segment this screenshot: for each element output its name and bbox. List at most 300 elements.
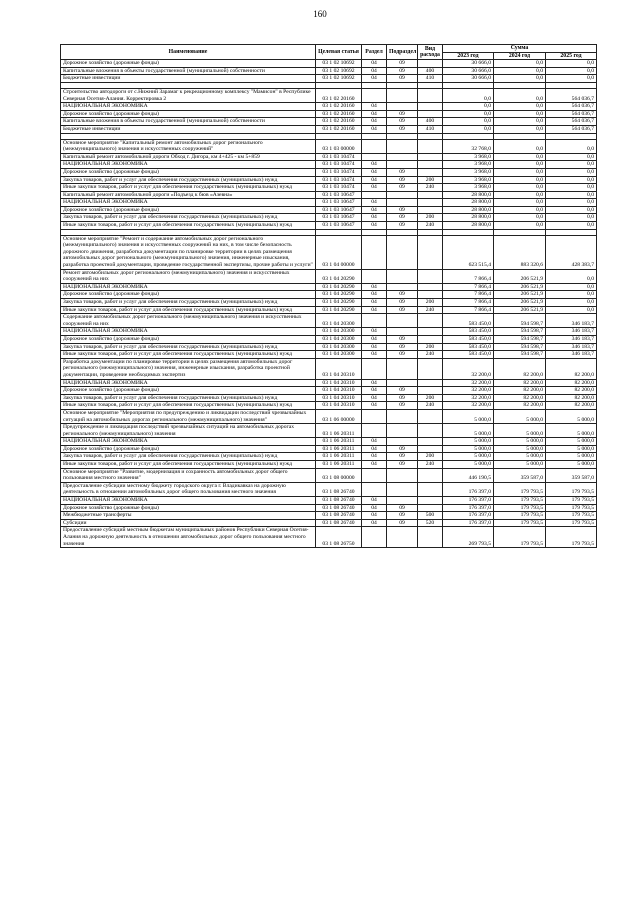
table-row (61, 191, 597, 199)
cell-2023: 5 000,0 (443, 409, 494, 423)
table-row (61, 461, 597, 469)
cell-2025: 179 793,5 (546, 519, 597, 527)
cell-subsection (387, 153, 418, 161)
cell-subsection (387, 424, 418, 438)
cell-name: Иные закупки товаров, работ и услуг для обеспечения государственных (муниципальных) нужд (61, 402, 316, 410)
cell-2024: 206 521,9 (494, 291, 546, 299)
cell-expense-type (418, 335, 443, 343)
cell-2025: 564 036,7 (546, 125, 597, 133)
table-row (61, 214, 597, 222)
cell-section: 04 (362, 184, 387, 192)
cell-section: 04 (362, 351, 387, 359)
cell-subsection: 09 (387, 512, 418, 520)
cell-subsection: 09 (387, 306, 418, 314)
cell-subsection: 09 (387, 453, 418, 461)
cell-article: 03 1 04 20310 (316, 379, 362, 387)
cell-2025: 0,0 (546, 191, 597, 199)
cell-2023: 0,0 (443, 118, 494, 126)
cell-article: 03 1 06 20311 (316, 438, 362, 446)
cell-subsection (387, 468, 418, 482)
cell-2024: 0,0 (494, 191, 546, 199)
cell-2023: 583 450,0 (443, 343, 494, 351)
cell-expense-type: 400 (418, 118, 443, 126)
cell-article: 03 1 03 10474 (316, 168, 362, 176)
cell-article: 03 1 04 20290 (316, 283, 362, 291)
table-row (61, 291, 597, 299)
cell-article: 03 1 04 20300 (316, 314, 362, 328)
cell-2025: 359 587,0 (546, 468, 597, 482)
cell-name: Закупка товаров, работ и услуг для обеспечения государственных (муниципальных) нужд (61, 394, 316, 402)
table-row (61, 453, 597, 461)
cell-2024: 0,0 (494, 110, 546, 118)
cell-name: Закупка товаров, работ и услуг для обеспечения государственных (муниципальных) нужд (61, 453, 316, 461)
cell-article: 03 1 03 10647 (316, 206, 362, 214)
cell-2025: 179 793,5 (546, 512, 597, 520)
cell-article: 03 1 02 10692 (316, 60, 362, 68)
cell-expense-type (418, 438, 443, 446)
cell-2025: 428 383,7 (546, 235, 597, 269)
table-row (61, 269, 597, 283)
cell-subsection (387, 497, 418, 505)
cell-section: 04 (362, 199, 387, 207)
cell-name: Ремонт автомобильных дорог регионального (межмуниципального) значения и искусственных сооружений на них (61, 269, 316, 283)
cell-2023: 32 200,0 (443, 379, 494, 387)
cell-section (362, 424, 387, 438)
cell-2023: 583 450,0 (443, 351, 494, 359)
table-row (61, 88, 597, 102)
cell-article: 03 1 06 20311 (316, 424, 362, 438)
cell-section: 04 (362, 504, 387, 512)
cell-2024: 359 587,0 (494, 468, 546, 482)
page-number: 160 (313, 9, 327, 19)
cell-2023: 176 397,0 (443, 482, 494, 496)
cell-name: Закупка товаров, работ и услуг для обеспечения государственных (муниципальных) нужд (61, 176, 316, 184)
cell-subsection: 09 (387, 176, 418, 184)
cell-2023: 7 866,4 (443, 291, 494, 299)
cell-2023: 28 800,0 (443, 191, 494, 199)
cell-expense-type (418, 314, 443, 328)
cell-2024: 0,0 (494, 75, 546, 83)
cell-article: 03 1 08 26740 (316, 512, 362, 520)
header-article: Целевая статья (316, 45, 362, 60)
cell-expense-type (418, 199, 443, 207)
cell-2023: 623 515,4 (443, 235, 494, 269)
cell-article: 03 1 08 26750 (316, 527, 362, 548)
cell-2023: 5 000,0 (443, 424, 494, 438)
cell-section (362, 409, 387, 423)
cell-subsection (387, 269, 418, 283)
cell-section: 04 (362, 453, 387, 461)
cell-section: 04 (362, 176, 387, 184)
cell-2023: 3 968,0 (443, 161, 494, 169)
header-section: Раздел (362, 45, 387, 60)
cell-section: 04 (362, 335, 387, 343)
cell-expense-type: 200 (418, 453, 443, 461)
cell-section (362, 153, 387, 161)
cell-2023: 5 000,0 (443, 445, 494, 453)
cell-name: Основное мероприятие "Развитие, модернизация и сохранность автомобильных дорог общего пользования местного значения" (61, 468, 316, 482)
cell-2023: 28 800,0 (443, 214, 494, 222)
table-row (61, 206, 597, 214)
table-row (61, 394, 597, 402)
cell-subsection: 09 (387, 445, 418, 453)
cell-expense-type: 400 (418, 67, 443, 75)
cell-subsection: 09 (387, 206, 418, 214)
cell-2024: 0,0 (494, 118, 546, 126)
cell-name: Межбюджетные трансферты (61, 512, 316, 520)
cell-article: 03 1 02 20160 (316, 88, 362, 102)
cell-article: 03 1 04 20310 (316, 394, 362, 402)
cell-expense-type: 410 (418, 125, 443, 133)
cell-section: 04 (362, 394, 387, 402)
cell-2025: 0,0 (546, 176, 597, 184)
cell-2023: 32 768,0 (443, 139, 494, 153)
cell-expense-type: 240 (418, 461, 443, 469)
cell-name: Предупреждение и ликвидация последствий чрезвычайных ситуаций на автомобильных дорогах регионального (межмуниципального) значения (61, 424, 316, 438)
cell-name: Бюджетные инвестиции (61, 75, 316, 83)
cell-article: 03 1 04 20290 (316, 306, 362, 314)
cell-article: 03 1 03 10647 (316, 222, 362, 230)
cell-subsection: 09 (387, 67, 418, 75)
cell-name: Закупка товаров, работ и услуг для обеспечения государственных (муниципальных) нужд (61, 214, 316, 222)
cell-2025: 0,0 (546, 184, 597, 192)
cell-name: Содержание автомобильных дорог регионального (межмуниципального) значения и искусственных сооружений на них (61, 314, 316, 328)
cell-name: Дорожное хозяйство (дорожные фонды) (61, 110, 316, 118)
table-row (61, 482, 597, 496)
cell-2025: 0,0 (546, 153, 597, 161)
cell-2025: 0,0 (546, 139, 597, 153)
cell-expense-type (418, 283, 443, 291)
cell-subsection: 09 (387, 110, 418, 118)
cell-section: 04 (362, 214, 387, 222)
cell-2023: 269 793,5 (443, 527, 494, 548)
cell-expense-type: 240 (418, 306, 443, 314)
cell-expense-type: 200 (418, 214, 443, 222)
cell-name: Иные закупки товаров, работ и услуг для обеспечения государственных (муниципальных) нужд (61, 222, 316, 230)
cell-subsection (387, 409, 418, 423)
cell-2023: 583 450,0 (443, 314, 494, 328)
cell-2024: 82 200,0 (494, 358, 546, 379)
cell-subsection (387, 379, 418, 387)
cell-expense-type (418, 497, 443, 505)
cell-section: 04 (362, 168, 387, 176)
cell-2025: 0,0 (546, 283, 597, 291)
cell-2025: 179 793,5 (546, 497, 597, 505)
cell-section (362, 139, 387, 153)
cell-2025: 0,0 (546, 291, 597, 299)
table-row (61, 379, 597, 387)
cell-subsection: 09 (387, 335, 418, 343)
budget-table (60, 44, 597, 548)
cell-2023: 32 200,0 (443, 387, 494, 395)
cell-expense-type (418, 527, 443, 548)
cell-subsection (387, 283, 418, 291)
cell-2025: 0,0 (546, 60, 597, 68)
cell-2025: 346 183,7 (546, 314, 597, 328)
cell-2024: 0,0 (494, 214, 546, 222)
cell-section (362, 269, 387, 283)
cell-expense-type: 240 (418, 351, 443, 359)
cell-article: 03 1 03 10647 (316, 214, 362, 222)
cell-2025: 82 200,0 (546, 394, 597, 402)
cell-2025: 5 000,0 (546, 438, 597, 446)
cell-name: Дорожное хозяйство (дорожные фонды) (61, 206, 316, 214)
cell-subsection (387, 191, 418, 199)
table-row (61, 139, 597, 153)
cell-2023: 3 968,0 (443, 176, 494, 184)
cell-2025: 0,0 (546, 222, 597, 230)
cell-name: НАЦИОНАЛЬНАЯ ЭКОНОМИКА (61, 497, 316, 505)
cell-2023: 176 397,0 (443, 519, 494, 527)
table-row (61, 299, 597, 307)
cell-2023: 3 968,0 (443, 168, 494, 176)
table-row (61, 110, 597, 118)
cell-name: Дорожное хозяйство (дорожные фонды) (61, 335, 316, 343)
cell-subsection: 09 (387, 343, 418, 351)
cell-2024: 5 000,0 (494, 461, 546, 469)
cell-subsection (387, 199, 418, 207)
cell-name: Строительство автодороги от с.Нижний Зарамаг к рекреационному комплексу "Мамисон" в Республике Северная Осетия-Алания. Корректировка 2 (61, 88, 316, 102)
cell-subsection: 09 (387, 118, 418, 126)
cell-2024: 82 200,0 (494, 387, 546, 395)
cell-2025: 0,0 (546, 199, 597, 207)
cell-section: 04 (362, 519, 387, 527)
cell-article: 03 1 02 20160 (316, 110, 362, 118)
cell-2023: 5 000,0 (443, 438, 494, 446)
cell-expense-type (418, 424, 443, 438)
cell-name: Капитальный ремонт автомобильной дороги «Подъезд к бюв «Азевна» (61, 191, 316, 199)
cell-section (362, 191, 387, 199)
cell-expense-type (418, 387, 443, 395)
cell-2024: 5 000,0 (494, 424, 546, 438)
cell-name: Дорожное хозяйство (дорожные фонды) (61, 168, 316, 176)
cell-article: 03 1 08 00000 (316, 468, 362, 482)
cell-article: 03 1 06 20311 (316, 453, 362, 461)
cell-name: Капитальные вложения в объекты государственной (муниципальной) собственности (61, 118, 316, 126)
cell-expense-type: 500 (418, 512, 443, 520)
table-row (61, 125, 597, 133)
cell-expense-type: 200 (418, 176, 443, 184)
table-row (61, 438, 597, 446)
cell-subsection: 09 (387, 184, 418, 192)
cell-subsection: 09 (387, 291, 418, 299)
table-row (61, 199, 597, 207)
cell-article: 03 1 06 00000 (316, 409, 362, 423)
table-row (61, 445, 597, 453)
cell-section (362, 527, 387, 548)
cell-2023: 30 666,0 (443, 75, 494, 83)
cell-subsection (387, 358, 418, 379)
cell-subsection: 09 (387, 60, 418, 68)
cell-name: Основное мероприятие "Мероприятия по предупреждению и ликвидации последствий чрезвычайных ситуаций на автомобильных дорогах регионального (межмуниципального) значения" (61, 409, 316, 423)
cell-expense-type (418, 110, 443, 118)
cell-expense-type (418, 235, 443, 269)
cell-2023: 0,0 (443, 110, 494, 118)
cell-expense-type (418, 139, 443, 153)
cell-section: 04 (362, 103, 387, 111)
cell-section (362, 468, 387, 482)
table-row (61, 314, 597, 328)
cell-section: 04 (362, 343, 387, 351)
cell-2025: 564 036,7 (546, 88, 597, 102)
cell-expense-type: 200 (418, 299, 443, 307)
table-row (61, 358, 597, 379)
cell-2025: 82 200,0 (546, 379, 597, 387)
cell-2024: 594 598,7 (494, 328, 546, 336)
cell-2025: 564 036,7 (546, 118, 597, 126)
cell-section: 04 (362, 110, 387, 118)
cell-article: 03 1 02 20160 (316, 118, 362, 126)
cell-article: 03 1 03 10647 (316, 191, 362, 199)
cell-expense-type (418, 168, 443, 176)
cell-name: Субсидии (61, 519, 316, 527)
cell-article: 03 1 04 20300 (316, 343, 362, 351)
cell-2025: 564 036,7 (546, 110, 597, 118)
cell-2024: 82 200,0 (494, 379, 546, 387)
cell-subsection (387, 328, 418, 336)
cell-name: Основное мероприятие "Капитальный ремонт автомобильных дорог регионального (межмуниципального) значения и искусственных сооружений" (61, 139, 316, 153)
table-row (61, 235, 597, 269)
header-year-2025: 2025 год (546, 52, 597, 60)
cell-name: Иные закупки товаров, работ и услуг для обеспечения государственных (муниципальных) нужд (61, 184, 316, 192)
cell-2023: 0,0 (443, 88, 494, 102)
cell-subsection (387, 88, 418, 102)
cell-2024: 82 200,0 (494, 402, 546, 410)
cell-name: Иные закупки товаров, работ и услуг для обеспечения государственных (муниципальных) нужд (61, 461, 316, 469)
cell-article: 03 1 04 20300 (316, 335, 362, 343)
cell-2024: 594 598,7 (494, 335, 546, 343)
table-row (61, 222, 597, 230)
cell-2025: 346 183,7 (546, 328, 597, 336)
cell-2024: 206 521,9 (494, 283, 546, 291)
table-row (61, 512, 597, 520)
cell-2024: 594 598,7 (494, 343, 546, 351)
cell-2025: 5 000,0 (546, 453, 597, 461)
cell-2025: 0,0 (546, 161, 597, 169)
cell-2025: 0,0 (546, 299, 597, 307)
cell-section: 04 (362, 512, 387, 520)
cell-expense-type: 240 (418, 402, 443, 410)
cell-article: 03 1 04 20290 (316, 291, 362, 299)
cell-article: 03 1 08 26740 (316, 497, 362, 505)
cell-2024: 883 320,6 (494, 235, 546, 269)
table-row (61, 527, 597, 548)
cell-article: 03 1 04 00000 (316, 235, 362, 269)
cell-2025: 5 000,0 (546, 461, 597, 469)
cell-section: 04 (362, 283, 387, 291)
cell-subsection: 09 (387, 222, 418, 230)
cell-subsection: 09 (387, 461, 418, 469)
cell-article: 03 1 04 20290 (316, 299, 362, 307)
cell-2024: 0,0 (494, 206, 546, 214)
cell-2023: 30 666,0 (443, 60, 494, 68)
table-row (61, 75, 597, 83)
cell-name: Закупка товаров, работ и услуг для обеспечения государственных (муниципальных) нужд (61, 343, 316, 351)
cell-2025: 82 200,0 (546, 358, 597, 379)
cell-2023: 583 450,0 (443, 328, 494, 336)
cell-2023: 176 397,0 (443, 504, 494, 512)
cell-section: 04 (362, 299, 387, 307)
table-row (61, 402, 597, 410)
cell-article: 03 1 04 20310 (316, 402, 362, 410)
cell-expense-type (418, 445, 443, 453)
cell-section: 04 (362, 445, 387, 453)
cell-2023: 7 866,4 (443, 306, 494, 314)
cell-2025: 0,0 (546, 214, 597, 222)
table-row (61, 176, 597, 184)
table-row (61, 387, 597, 395)
cell-subsection (387, 482, 418, 496)
cell-article: 03 1 03 00000 (316, 139, 362, 153)
cell-article: 03 1 02 10692 (316, 75, 362, 83)
cell-name: Иные закупки товаров, работ и услуг для обеспечения государственных (муниципальных) нужд (61, 306, 316, 314)
cell-2023: 0,0 (443, 125, 494, 133)
cell-expense-type (418, 88, 443, 102)
cell-name: Предоставление субсидий местным бюджетам муниципальных районов Республики Северная Осетия-Алания на дорожную деятельность в отношении автомобильных дорог общего пользования местного значения (61, 527, 316, 548)
table-row (61, 161, 597, 169)
cell-article: 03 1 04 20300 (316, 328, 362, 336)
cell-2025: 346 183,7 (546, 351, 597, 359)
cell-section: 04 (362, 379, 387, 387)
cell-article: 03 1 03 10474 (316, 153, 362, 161)
cell-2024: 179 793,5 (494, 504, 546, 512)
cell-2024: 594 598,7 (494, 314, 546, 328)
cell-article: 03 1 04 20290 (316, 269, 362, 283)
cell-2023: 28 800,0 (443, 222, 494, 230)
cell-2024: 0,0 (494, 199, 546, 207)
cell-2025: 0,0 (546, 306, 597, 314)
cell-section: 04 (362, 161, 387, 169)
cell-article: 03 1 03 10474 (316, 161, 362, 169)
cell-subsection: 09 (387, 394, 418, 402)
table-row (61, 497, 597, 505)
cell-section (362, 235, 387, 269)
cell-2024: 0,0 (494, 88, 546, 102)
cell-article: 03 1 02 20160 (316, 125, 362, 133)
cell-expense-type: 200 (418, 394, 443, 402)
cell-2024: 179 793,5 (494, 482, 546, 496)
cell-section: 04 (362, 118, 387, 126)
cell-name: Дорожное хозяйство (дорожные фонды) (61, 504, 316, 512)
cell-subsection (387, 314, 418, 328)
cell-article: 03 1 04 20310 (316, 358, 362, 379)
cell-expense-type (418, 103, 443, 111)
cell-2025: 0,0 (546, 269, 597, 283)
cell-2025: 346 183,7 (546, 343, 597, 351)
cell-section: 04 (362, 125, 387, 133)
cell-name: НАЦИОНАЛЬНАЯ ЭКОНОМИКА (61, 103, 316, 111)
table-row (61, 351, 597, 359)
cell-section (362, 358, 387, 379)
cell-section: 04 (362, 60, 387, 68)
cell-article: 03 1 08 26740 (316, 519, 362, 527)
cell-article: 03 1 02 10692 (316, 67, 362, 75)
cell-subsection: 09 (387, 351, 418, 359)
cell-name: Закупка товаров, работ и услуг для обеспечения государственных (муниципальных) нужд (61, 299, 316, 307)
cell-name: Дорожное хозяйство (дорожные фонды) (61, 291, 316, 299)
cell-section: 04 (362, 387, 387, 395)
cell-2024: 0,0 (494, 176, 546, 184)
cell-2024: 5 000,0 (494, 438, 546, 446)
cell-name: Дорожное хозяйство (дорожные фонды) (61, 387, 316, 395)
table-row (61, 103, 597, 111)
cell-2024: 0,0 (494, 168, 546, 176)
cell-section: 04 (362, 402, 387, 410)
cell-2024: 179 793,5 (494, 519, 546, 527)
cell-2023: 3 968,0 (443, 153, 494, 161)
table-row (61, 519, 597, 527)
cell-2023: 32 200,0 (443, 358, 494, 379)
